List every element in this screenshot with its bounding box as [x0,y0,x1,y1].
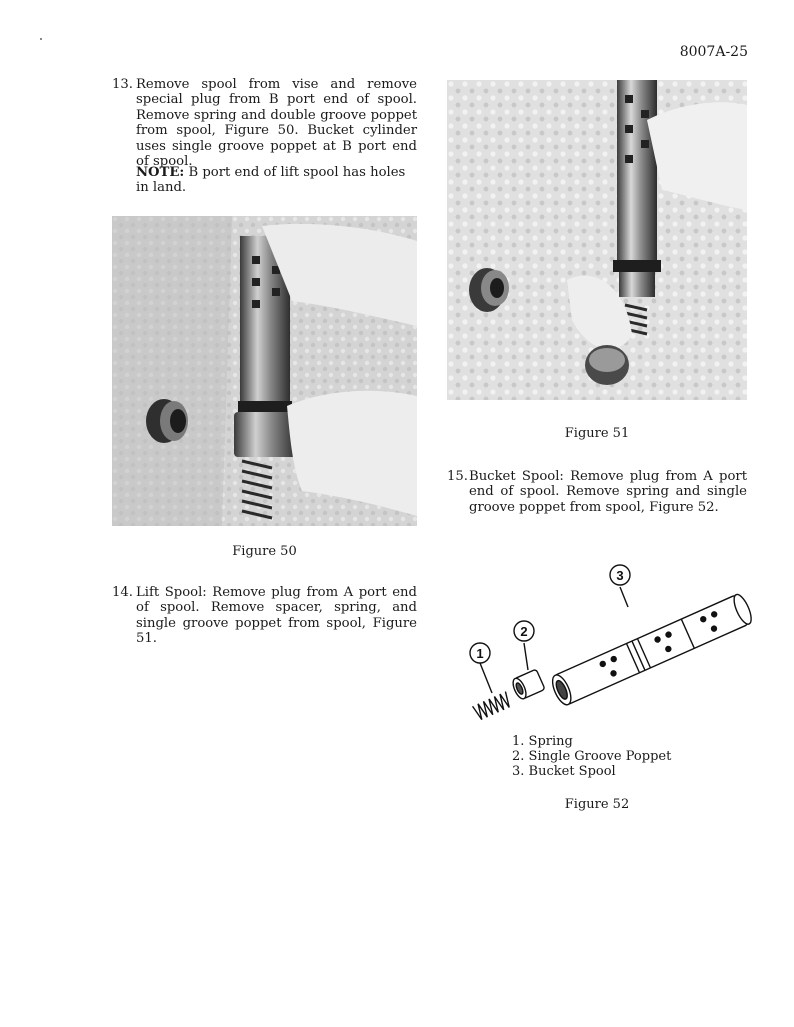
step-14-text: Lift Spool: Remove plug from A port end of spool. Remove spacer, spring, and single groove poppet from spool, Figure 51. [136,585,417,647]
legend-item-spring: 1. Spring [512,734,573,749]
scan-speck [40,38,42,40]
step-14 [112,585,417,647]
page-number: 8007A-25 [679,44,748,60]
note-label: NOTE: [136,165,185,180]
figure-51-photo [447,80,747,400]
step-14-number: 14. [112,585,133,600]
step-15-text: Bucket Spool: Remove plug from A port end of spool. Remove spring and single groove poppet from spool, Figure 52. [469,469,747,515]
note [136,165,417,196]
step-13-text: Remove spool from vise and remove special plug from B port end of spool. Remove spring and double groove poppet from spool, Figure 50. Bucket cylinder uses single groove poppet at B port end of spool. [136,77,417,170]
figure-52-drawing [460,555,760,725]
figure-50-photo [112,216,417,526]
legend-item-poppet: 2. Single Groove Poppet [512,749,672,764]
step-15 [447,469,747,515]
figure-52-illustration [460,555,760,725]
note-text: B port end of lift spool has holes in land. [136,165,406,196]
figure-52-legend [512,734,732,779]
figure-51-illustration [447,80,747,400]
callout-2: 2 [520,624,528,639]
figure-51-caption: Figure 51 [564,426,630,441]
step-15-number: 15. [447,469,468,484]
figure-52-caption: Figure 52 [564,797,630,812]
legend-item-bucket-spool: 3. Bucket Spool [512,764,616,779]
callout-3: 3 [616,568,624,583]
callout-1: 1 [476,646,484,661]
figure-50-illustration [112,216,417,526]
step-13-number: 13. [112,77,133,92]
step-13 [112,77,417,169]
figure-50-caption: Figure 50 [232,544,297,559]
